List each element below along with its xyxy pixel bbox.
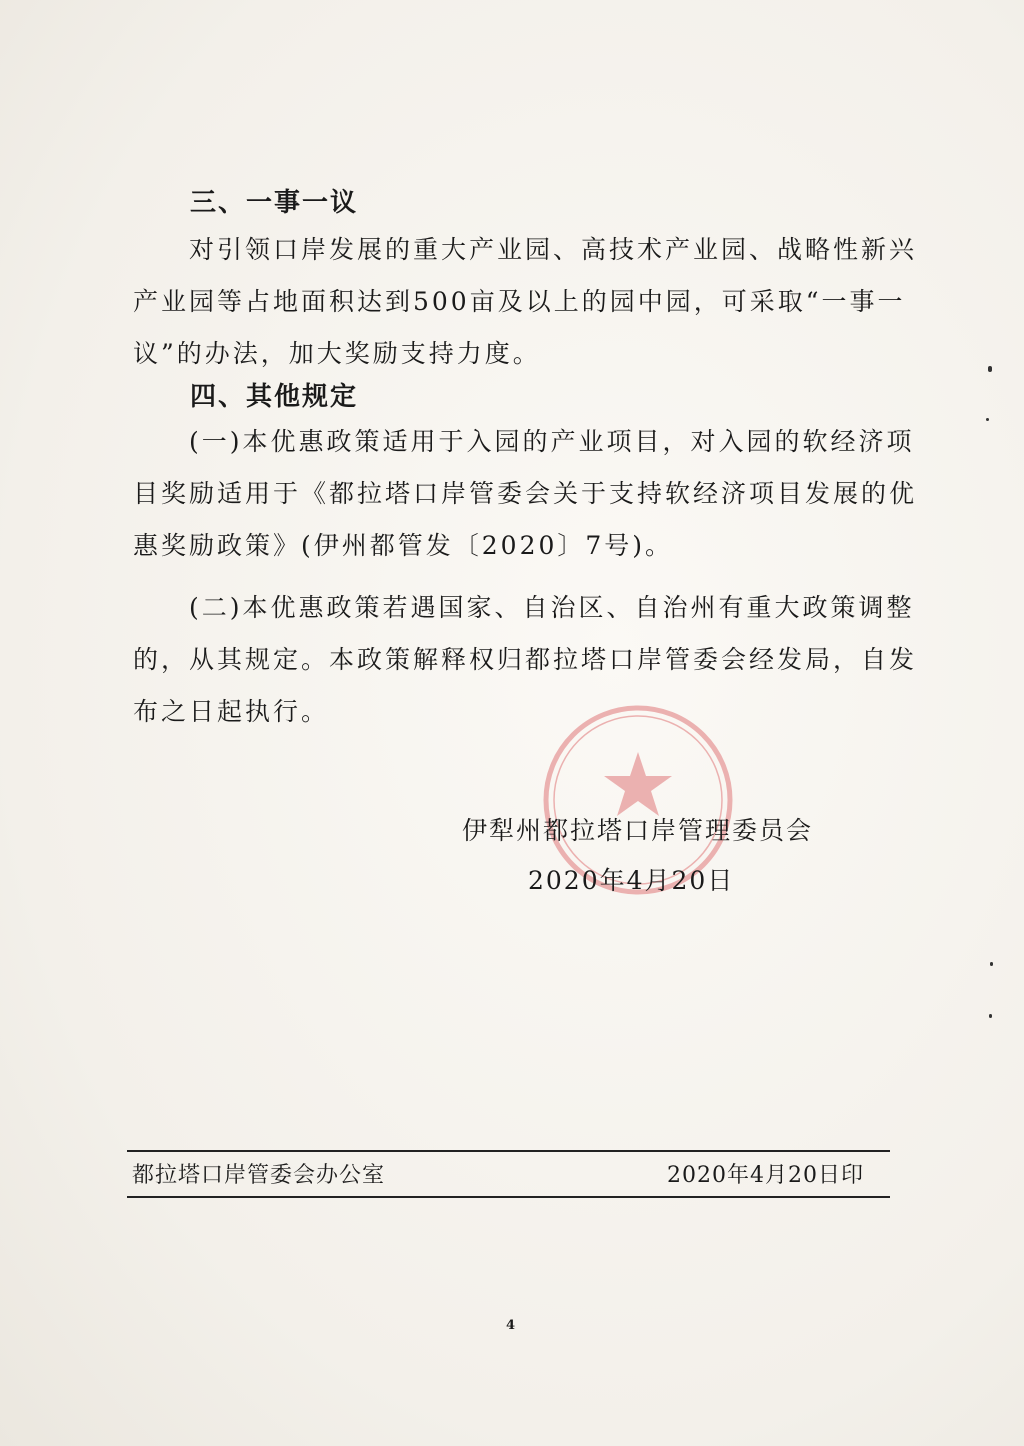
section-heading-3: 三、一事一议: [190, 188, 359, 218]
paragraph: [133, 582, 918, 738]
paragraph-line: 布之日起执行。: [133, 697, 330, 726]
paragraph-line: 的，从其规定。本政策解释权归都拉塔口岸管委会经发局，自发: [133, 645, 918, 674]
footer-rule-top: [127, 1150, 890, 1152]
paragraph-line: 惠奖励政策》(伊州都管发〔2020〕7号)。: [133, 531, 674, 560]
signature-org: 伊犁州都拉塔口岸管理委员会: [462, 816, 814, 845]
footer-issuer: 都拉塔口岸管委会办公室: [132, 1163, 386, 1188]
section-heading-4: 四、其他规定: [190, 382, 359, 412]
section-4-body: [133, 416, 918, 738]
footer-print-date: 2020年4月20日印: [667, 1163, 864, 1188]
paragraph-line: 产业园等占地面积达到500亩及以上的园中园，可采取“一事一: [133, 287, 906, 316]
scan-speck: [990, 962, 993, 966]
footer-rule-bottom: [127, 1196, 890, 1198]
paragraph-line: 议”的办法，加大奖励支持力度。: [133, 339, 541, 368]
paragraph-line: (二)本优惠政策若遇国家、自治区、自治州有重大政策调整: [189, 593, 915, 622]
signature-block: [462, 808, 813, 904]
section-3-body: [133, 224, 918, 380]
paragraph-line: (一)本优惠政策适用于入园的产业项目，对入园的软经济项: [189, 427, 915, 456]
signature-date: 2020年4月20日: [528, 866, 735, 895]
paragraph-line: 对引领口岸发展的重大产业园、高技术产业园、战略性新兴: [189, 235, 918, 264]
scan-speck: [986, 418, 989, 421]
scan-speck: [988, 366, 992, 372]
page-number: 4: [506, 1318, 516, 1333]
paragraph-line: 目奖励适用于《都拉塔口岸管委会关于支持软经济项目发展的优: [133, 479, 918, 508]
seal-star-icon: [604, 752, 672, 816]
scan-speck: [989, 1014, 992, 1018]
paragraph: [133, 224, 918, 380]
paragraph: [133, 416, 918, 572]
